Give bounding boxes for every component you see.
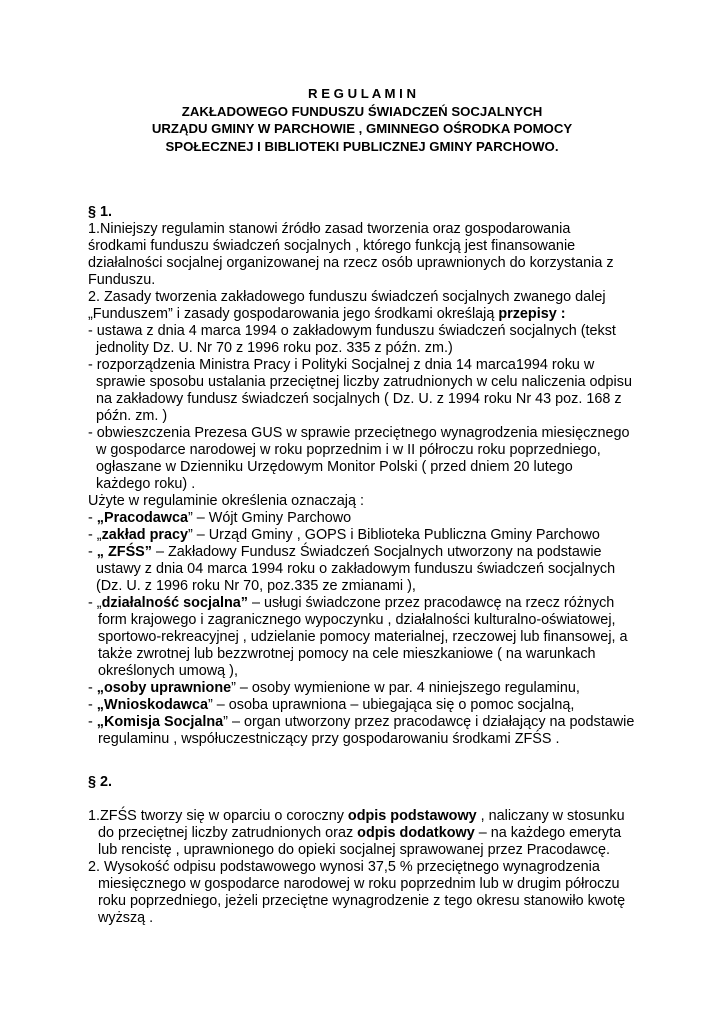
- s1-p1-line: środkami funduszu świadczeń socjalnych , którego funkcją jest finansowanie: [88, 238, 576, 254]
- title-line-2: ZAKŁADOWEGO FUNDUSZU ŚWIADCZEŃ SOCJALNYCH: [181, 104, 543, 119]
- s1-item-a-line: - ustawa z dnia 4 marca 1994 o zakładowym funduszu świadczeń socjalnych (tekst: [88, 323, 616, 339]
- s1-p1-line: działalności socjalnej organizowanej na rzecz osób uprawnionych do korzystania z: [88, 255, 614, 271]
- def-text: ” – Urząd Gminy , GOPS i Biblioteka Publiczna Gminy Parchowo: [188, 527, 600, 543]
- s1-p2-text: „Funduszem” i zasady gospodarowania jego środkami określają: [88, 306, 499, 322]
- definition-komisja-line: regulaminu , współuczestniczący przy gospodarowaniu środkami ZFŚS .: [98, 731, 560, 747]
- def-prefix: -: [88, 697, 97, 713]
- s2-p2-line: roku poprzedniego, jeżeli przeciętne wynagrodzenie z tego okresu stanowiło kwotę: [98, 893, 626, 909]
- s2-text: do przeciętnej liczby zatrudnionych oraz: [98, 825, 358, 841]
- def-prefix: -: [88, 680, 97, 696]
- def-term: „osoby uprawnione: [96, 680, 232, 696]
- s1-definitions-intro: Użyte w regulaminie określenia oznaczają :: [88, 493, 364, 509]
- s1-item-c-line: ogłaszane w Dzienniku Urzędowym Monitor Polski ( przed dniem 20 lutego: [96, 459, 573, 475]
- s1-item-a-line: jednolity Dz. U. Nr 70 z 1996 roku poz. 335 z późn. zm.): [96, 340, 453, 356]
- s1-p1-line: 1.Niniejszy regulamin stanowi źródło zasad tworzenia oraz gospodarowania: [88, 221, 571, 237]
- definition-dzialalnosc-line: określonych umową ),: [98, 663, 238, 679]
- def-text: ” – organ utworzony przez pracodawcę i działający na podstawie: [223, 714, 635, 730]
- s1-p1-line: Funduszu.: [88, 272, 156, 288]
- s2-text: 1.ZFŚS tworzy się w oparciu o coroczny: [88, 808, 348, 824]
- s2-p2-line: miesięcznego w gospodarce narodowej w roku poprzednim lub w drugim półroczu: [98, 876, 620, 892]
- section-1-heading: § 1.: [88, 204, 113, 220]
- s1-p2-line: 2. Zasady tworzenia zakładowego funduszu świadczeń socjalnych zwanego dalej: [88, 289, 606, 305]
- def-term: zakład pracy: [101, 527, 188, 543]
- title-line-3: URZĄDU GMINY W PARCHOWIE , GMINNEGO OŚRODKA POMOCY: [151, 121, 573, 136]
- definition-komisja-socjalna: [88, 714, 634, 731]
- definition-dzialalnosc-line: także zwrotnej lub bezzwrotnej pomocy na cele mieszkaniowe ( na warunkach: [98, 646, 596, 662]
- title-line-4: SPOŁECZNEJ I BIBLIOTEKI PUBLICZNEJ GMINY PARCHOWO.: [165, 139, 559, 154]
- def-term: działalność socjalna”: [101, 595, 248, 611]
- s1-p2-line: [88, 306, 566, 323]
- s1-item-c-line: w gospodarce narodowej w roku poprzednim i w II półroczu roku poprzedniego,: [96, 442, 601, 458]
- definition-pracodawca: [88, 510, 351, 527]
- def-prefix: -: [88, 544, 97, 560]
- s1-item-c-line: każdego roku) .: [96, 476, 196, 492]
- s1-item-b-line: - rozporządzenia Ministra Pracy i Polityki Socjalnej z dnia 14 marca1994 roku w: [88, 357, 595, 373]
- def-text: ” – osoba uprawniona – ubiegająca się o pomoc socjalną,: [207, 697, 575, 713]
- def-prefix: - „: [88, 527, 102, 543]
- s2-text: , naliczany w stosunku: [476, 808, 625, 824]
- s2-p2-line: wyższą .: [98, 910, 154, 926]
- def-text: – usługi świadczone przez pracodawcę na rzecz różnych: [247, 595, 615, 611]
- definition-dzialalnosc-line: form krajowego i zagranicznego wypoczynku , działalności kulturalno-oświatowej,: [98, 612, 616, 628]
- title-regulamin: R E G U L A M I N: [308, 86, 416, 101]
- s1-item-c-line: - obwieszczenia Prezesa GUS w sprawie przeciętnego wynagrodzenia miesięcznego: [88, 425, 630, 441]
- def-term: „Komisja Socjalna: [96, 714, 224, 730]
- s1-p2-bold: przepisy :: [498, 306, 566, 322]
- def-text: ” – osoby wymienione w par. 4 niniejszego regulaminu,: [231, 680, 580, 696]
- definition-wnioskodawca: [88, 697, 574, 714]
- s2-p1-line: lub rencistę , uprawnionego do opieki socjalnej sprawowanej przez Pracodawcę.: [98, 842, 610, 858]
- def-prefix: -: [88, 510, 97, 526]
- s2-p1-line: [88, 808, 625, 825]
- def-text: ” – Wójt Gminy Parchowo: [187, 510, 352, 526]
- s1-item-b-line: na zakładowy fundusz świadczeń socjalnych ( Dz. U. z 1994 roku Nr 43 poz. 168 z: [96, 391, 622, 407]
- s2-p1-line: [98, 825, 621, 842]
- definition-zfss-line: ustawy z dnia 04 marca 1994 roku o zakładowym funduszu świadczeń socjalnych: [96, 561, 616, 577]
- def-term: „Pracodawca: [96, 510, 188, 526]
- def-prefix: - „: [88, 595, 102, 611]
- s1-item-b-line: późn. zm. ): [96, 408, 168, 424]
- def-term: „ ZFŚS”: [96, 544, 152, 560]
- section-2-heading: § 2.: [88, 774, 113, 790]
- definition-zfss-line: (Dz. U. z 1996 roku Nr 70, poz.335 ze zmianami ),: [96, 578, 416, 594]
- definition-zfss: [88, 544, 602, 561]
- s2-text: – na każdego emeryta: [474, 825, 622, 841]
- s2-bold: odpis dodatkowy: [357, 825, 475, 841]
- def-prefix: -: [88, 714, 97, 730]
- s2-p2-line: 2. Wysokość odpisu podstawowego wynosi 37,5 % przeciętnego wynagrodzenia: [88, 859, 600, 875]
- def-text: – Zakładowy Fundusz Świadczeń Socjalnych utworzony na podstawie: [151, 544, 602, 560]
- definition-dzialalnosc-line: sportowo-rekreacyjnej , udzielanie pomocy materialnej, rzeczowej lub finansowej, a: [98, 629, 628, 645]
- definition-dzialalnosc-socjalna: [88, 595, 614, 612]
- def-term: „Wnioskodawca: [96, 697, 208, 713]
- definition-osoby-uprawnione: [88, 680, 580, 697]
- s1-item-b-line: sprawie sposobu ustalania przeciętnej liczby zatrudnionych w celu naliczenia odpisu: [96, 374, 632, 390]
- definition-zaklad-pracy: [88, 527, 600, 544]
- s2-bold: odpis podstawowy: [347, 808, 477, 824]
